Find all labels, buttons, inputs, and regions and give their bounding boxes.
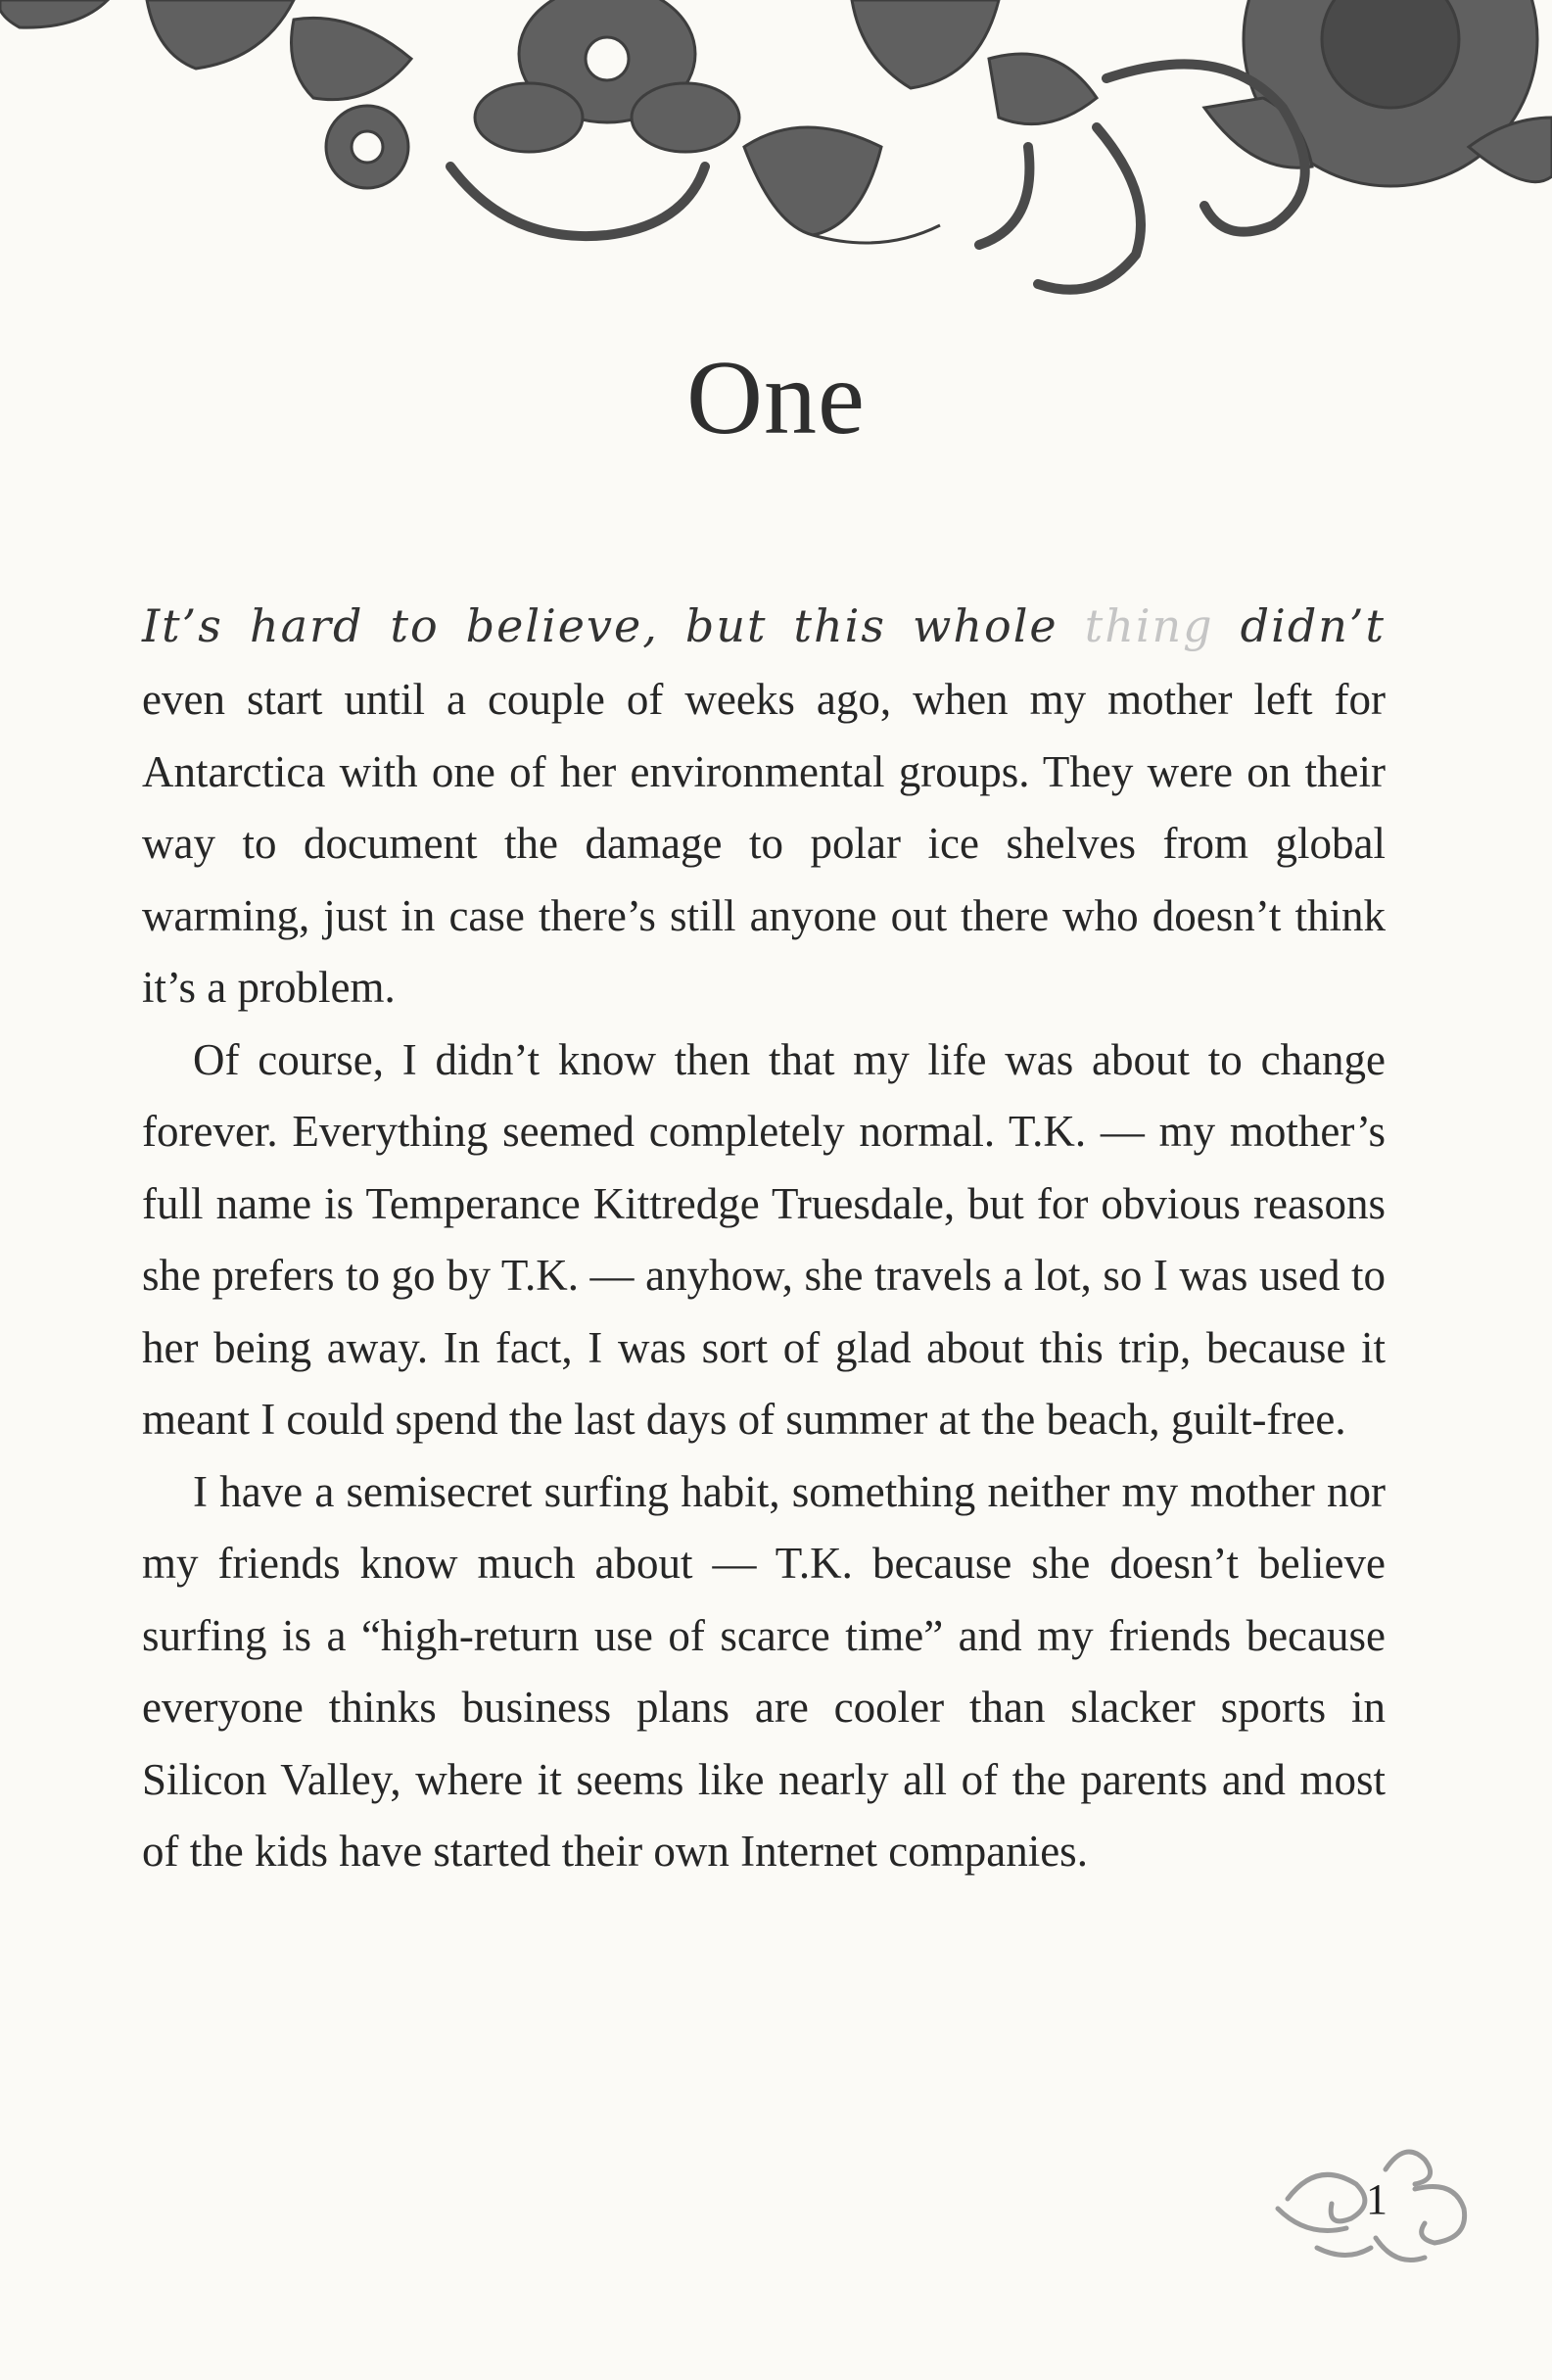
chapter-body xyxy=(142,588,1386,1888)
page-number: 1 xyxy=(1366,2175,1387,2223)
chapter-title: One xyxy=(686,340,866,456)
opening-line-part2: didn’t xyxy=(1213,599,1387,652)
paragraph-3: I have a semisecret surfing habit, something neither my mother nor my friends know much about — T.K. because she doesn’t believe surfing is a “high-return use of scarce time” and my friends because everyone thinks business plans are cooler than slacker sports in Silicon Valley, where it seems like nearly all of the parents and most of the kids have started their own Internet companies. xyxy=(142,1466,1386,1876)
paragraph-1: even start until a couple of weeks ago, when my mother left for Antarctica with one of her environmental groups. They were on their way to document the damage to polar ice shelves from global warming, just in case there’s still anyone out there who doesn’t think it’s a problem. xyxy=(142,675,1386,1012)
paragraph-2: Of course, I didn’t know then that my life was about to change forever. Everything seemed completely normal. T.K. — my mother’s full name is Temperance Kittredge Truesdale, but for obvious reasons she prefers to go by T.K. — anyhow, she travels a lot, so I was used to her being away. In fact, I was sort of glad about this trip, because it meant I could spend the last days of summer at the beach, guilt-free. xyxy=(142,1034,1386,1444)
opening-line-part1: It’s hard to believe, but this whole xyxy=(142,599,1085,652)
floral-header-ornament xyxy=(0,0,1552,323)
opening-line-faded-word: thing xyxy=(1084,599,1214,652)
opening-line xyxy=(142,588,1386,664)
